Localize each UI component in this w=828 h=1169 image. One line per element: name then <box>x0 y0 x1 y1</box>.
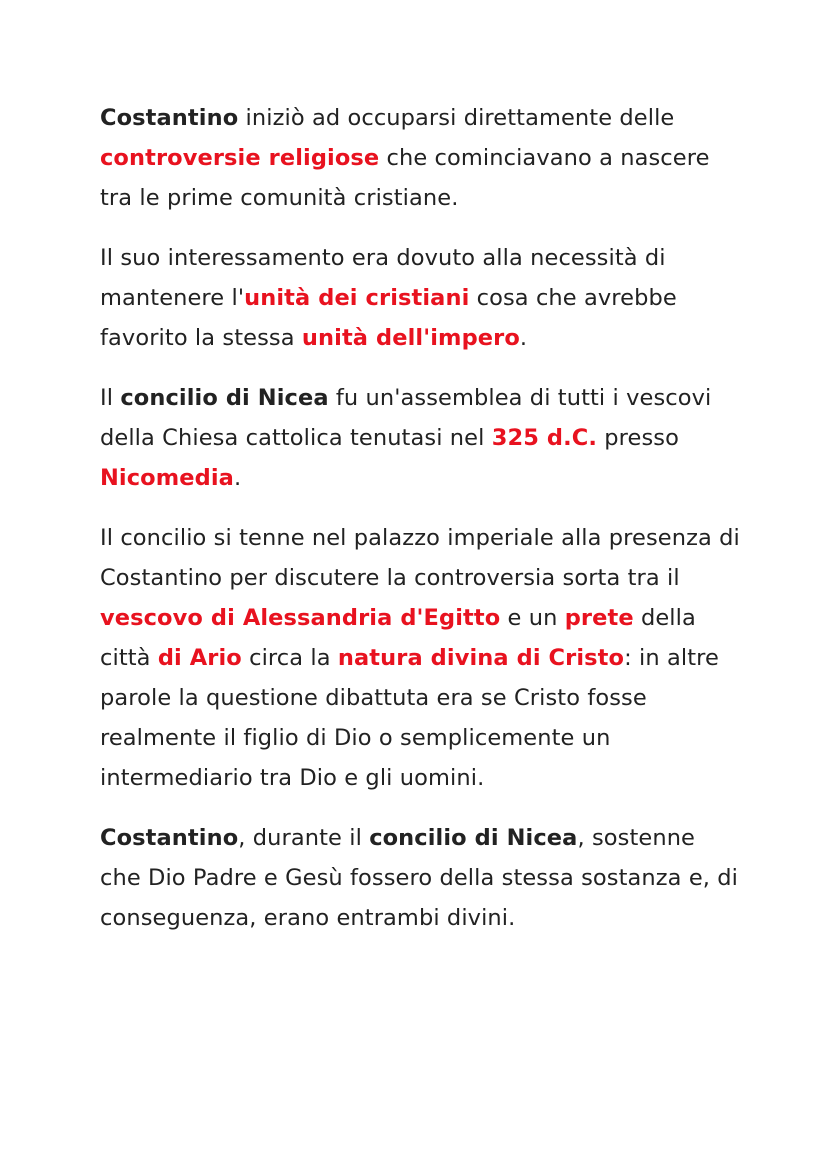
text-segment: prete <box>564 605 634 631</box>
text-segment: Costantino <box>100 825 239 851</box>
text-segment: di Ario <box>157 645 242 671</box>
paragraph-costantino-controversie <box>100 98 740 218</box>
text-segment: vescovo di Alessandria d'Egitto <box>100 605 501 631</box>
paragraph-controversia-ario <box>100 518 740 798</box>
text-segment: concilio di Nicea <box>369 825 578 851</box>
text-segment: Il <box>100 385 121 411</box>
text-segment: : in altre parole la questione dibattuta era se Cristo fosse realmente il figlio di Dio o semplicemente un intermediario tra Dio e gli uomini. <box>100 645 719 791</box>
paragraph-costantino-sostanza <box>100 818 740 938</box>
text-segment: unità dei cristiani <box>244 285 470 311</box>
text-segment: Il suo interessamento era dovuto alla necessità di mantenere l' <box>100 245 666 311</box>
text-segment: della città <box>100 605 696 671</box>
text-segment: . <box>519 325 528 351</box>
document-page <box>100 98 740 958</box>
text-segment: Costantino <box>100 105 239 131</box>
text-segment: . <box>233 465 242 491</box>
text-segment: e un <box>500 605 565 631</box>
text-segment: iniziò ad occuparsi direttamente delle <box>238 105 675 131</box>
text-segment: presso <box>597 425 679 451</box>
text-segment: fu un'assemblea di tutti i vescovi della Chiesa cattolica tenutasi nel <box>100 385 712 451</box>
text-segment: Nicomedia <box>100 465 234 491</box>
text-segment: 325 d.C. <box>491 425 598 451</box>
text-segment: , sostenne che Dio Padre e Gesù fossero della stessa sostanza e, di conseguenza, erano entrambi divini. <box>100 825 739 931</box>
paragraph-unita-cristiani <box>100 238 740 358</box>
text-segment: controversie religiose <box>100 145 380 171</box>
text-segment: unità dell'impero <box>301 325 520 351</box>
text-segment: circa la <box>241 645 338 671</box>
paragraph-concilio-nicea <box>100 378 740 498</box>
text-segment: concilio di Nicea <box>120 385 329 411</box>
text-segment: cosa che avrebbe favorito la stessa <box>100 285 677 351</box>
text-segment: che cominciavano a nascere tra le prime comunità cristiane. <box>100 145 710 211</box>
text-segment: natura divina di Cristo <box>337 645 625 671</box>
text-segment: , durante il <box>238 825 370 851</box>
text-segment: Il concilio si tenne nel palazzo imperiale alla presenza di Costantino per discutere la controversia sorta tra il <box>100 525 740 591</box>
